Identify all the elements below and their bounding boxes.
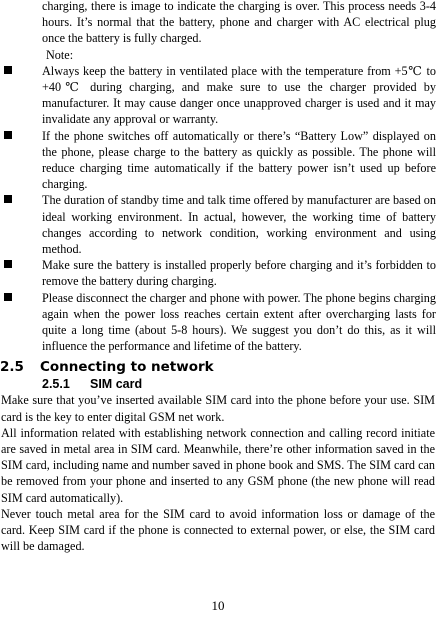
bullet-square-icon <box>4 293 12 301</box>
bullet-item: Always keep the battery in ventilated place with the temperature from +5℃ to +40℃ during charging, and make sure to use the charger provided by manufacturer. It may cause danger once unapproved charger is used and it may invalidate any approval or warranty. <box>0 63 436 128</box>
bullet-item: Make sure the battery is installed properly before charging and it’s forbidden to remove the battery during charging. <box>0 257 436 289</box>
body-text <box>0 392 436 554</box>
subsection-title: SIM card <box>90 377 143 392</box>
bullet-square-icon <box>4 66 12 74</box>
body-paragraph: All information related with establishing network connection and calling record initiate are saved in metal area in SIM card. Meanwhile, there’re other information saved in the SIM card, including name and number saved in phone book and SMS. The SIM card can be removed from your phone and inserted to any GSM phone (the new phone will read SIM card automatically). <box>1 425 435 505</box>
section-number: 2.5 <box>0 359 24 376</box>
section-heading <box>0 358 436 376</box>
body-paragraph: Never touch metal area for the SIM card to avoid information loss or damage of the card. Keep SIM card if the phone is connected to external power, or else, the SIM card will be damaged. <box>1 506 435 554</box>
bullet-square-icon <box>4 260 12 268</box>
subsection-number: 2.5.1 <box>42 377 70 392</box>
bullet-item: The duration of standby time and talk time offered by manufacturer are based on ideal working environment. In actual, however, the working time of battery changes according to network condition, working environment and using method. <box>0 192 436 257</box>
section-title: Connecting to network <box>40 359 214 376</box>
bullet-item: If the phone switches off automatically or there’s “Battery Low” displayed on the phone, please charge to the battery as quickly as possible. The phone will reduce charging time automatically if the battery power isn’t used up before charging. <box>0 128 436 193</box>
bullet-item: Please disconnect the charger and phone with power. The phone begins charging again when the power loss reaches certain extent after overcharging lasts for quite a long time (about 5-8 hours). We suggest you don’t do this, as it will influence the performance and lifetime of the battery. <box>0 290 436 355</box>
intro-paragraph: charging, there is image to indicate the charging is over. This process needs 3-4 hours. It’s normal that the battery, phone and charger with AC electrical plug once the battery is fully charged. <box>42 0 436 46</box>
bullet-list <box>0 63 436 355</box>
subsection-heading <box>0 376 436 392</box>
bullet-square-icon <box>4 131 12 139</box>
page-number: 10 <box>211 598 225 613</box>
bullet-square-icon <box>4 195 12 203</box>
body-paragraph: Make sure that you’ve inserted available SIM card into the phone before your use. SIM card is the key to enter digital GSM net work. <box>1 393 435 424</box>
note-label: Note: <box>46 47 74 62</box>
